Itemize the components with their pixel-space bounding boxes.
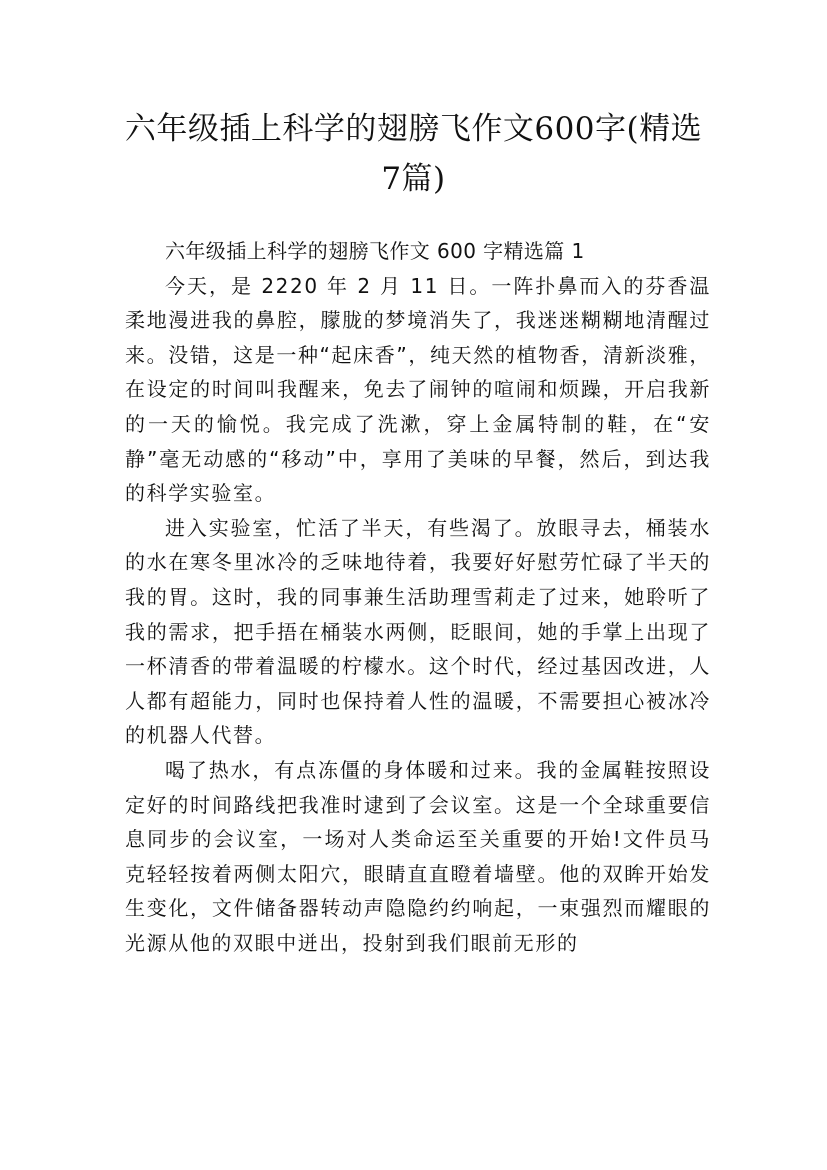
- document-title: [110, 104, 717, 204]
- paragraph-3: 喝了热水，有点冻僵的身体暖和过来。我的金属鞋按照设定好的时间路线把我准时逮到了会议室。这是一个全球重要信息同步的会议室，一场对人类命运至关重要的开始!文件员马克轻轻按着两侧太阳穴，眼睛直直瞪着墙壁。他的双眸开始发生变化，文件储备器转动声隐隐约约响起，一束强烈而耀眼的光源从他的双眼中迸出，投射到我们眼前无形的: [125, 757, 711, 955]
- section-heading: 六年级插上科学的翅膀飞作文 600 字精选篇 1: [165, 239, 585, 263]
- document-body: [125, 234, 711, 960]
- paragraph-2: 进入实验室，忙活了半天，有些渴了。放眼寻去，桶装水的水在寒冬里冰冷的乏味地待着，我要好好慰劳忙碌了半天的我的胃。这时，我的同事兼生活助理雪莉走了过来，她聆听了我的需求，把手捂在桶装水两侧，眨眼间，她的手掌上出现了一杯清香的带着温暖的柠檬水。这个时代，经过基因改进，人人都有超能力，同时也保持着人性的温暖，不需要担心被冰冷的机器人代替。: [125, 515, 711, 748]
- title-line-2: 7篇): [381, 161, 446, 197]
- title-line-1: 六年级插上科学的翅膀飞作文600字(精选: [124, 111, 703, 147]
- paragraph-1: 今天，是 2220 年 2 月 11 日。一阵扑鼻而入的芬香温柔地漫进我的鼻腔，朦胧的梦境消失了，我迷迷糊糊地清醒过来。没错，这是一种“起床香”，纯天然的植物香，清新淡雅，在设定的时间叫我醒来，免去了闹钟的喧闹和烦躁，开启我新的一天的愉悦。我完成了洗漱，穿上金属特制的鞋，在“安静”毫无动感的“移动”中，享用了美味的早餐，然后，到达我的科学实验室。: [125, 273, 711, 506]
